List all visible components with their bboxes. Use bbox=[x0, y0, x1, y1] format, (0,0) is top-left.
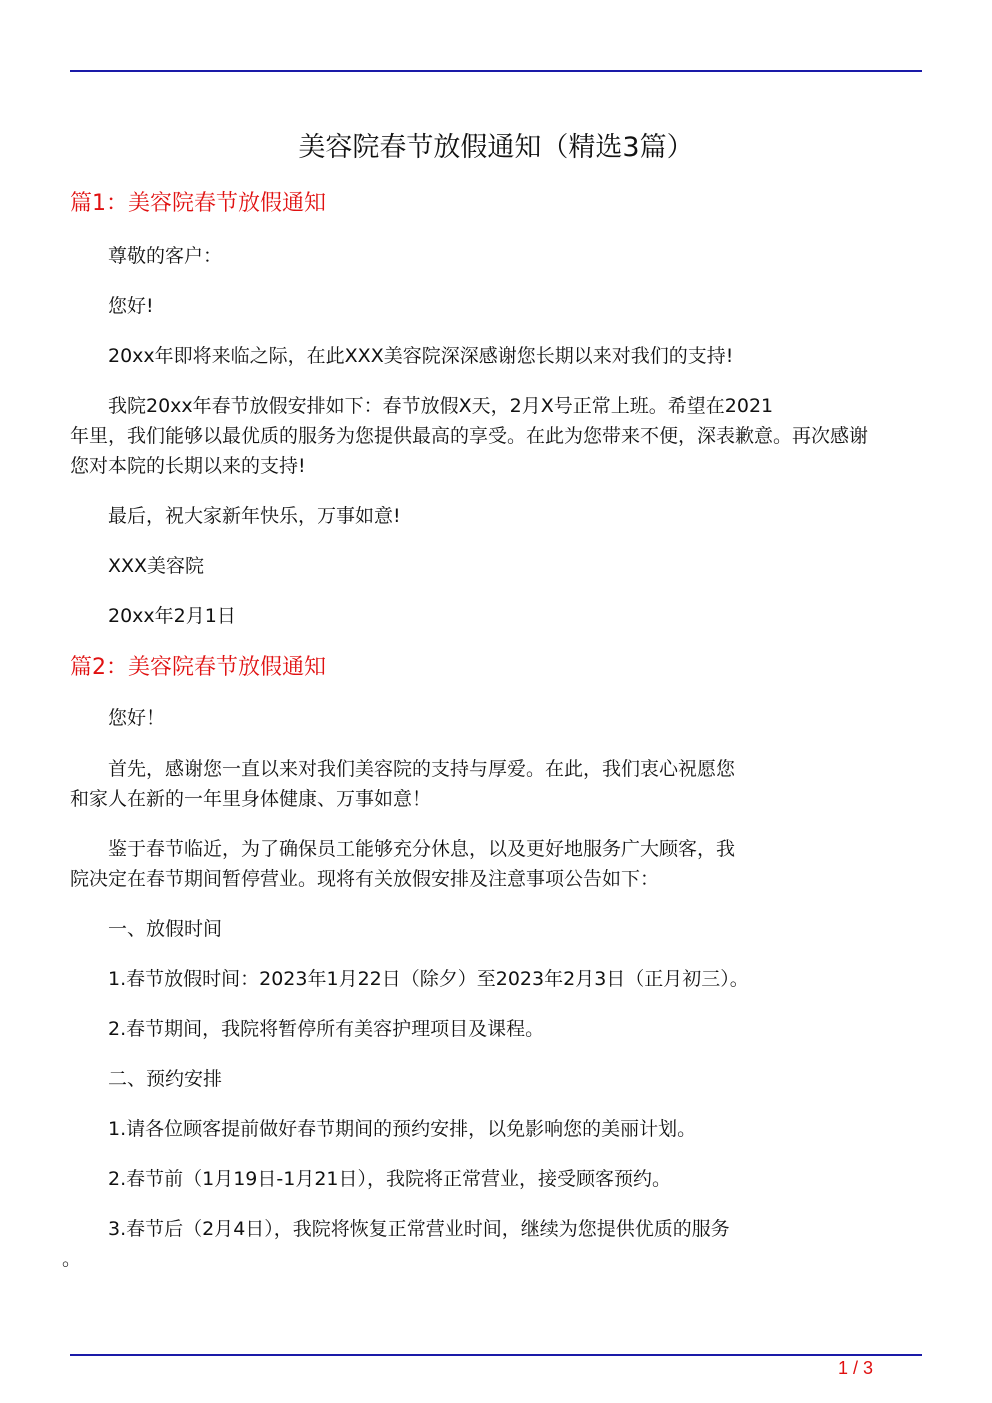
paragraph-line: 和家人在新的一年里身体健康、万事如意！ bbox=[70, 788, 432, 810]
paragraph-line: 1.春节放假时间：2023年1月22日（除夕）至2023年2月3日（正月初三）。 bbox=[108, 968, 749, 990]
subheading-line: 一、放假时间 bbox=[108, 918, 223, 940]
date-line: 20xx年2月1日 bbox=[108, 605, 236, 627]
subheading-line: 二、预约安排 bbox=[108, 1068, 223, 1090]
paragraph-line: 2.春节期间，我院将暂停所有美容护理项目及课程。 bbox=[108, 1018, 545, 1040]
document-title: 美容院春节放假通知（精选3篇） bbox=[298, 132, 694, 163]
paragraph-line: 2.春节前（1月19日-1月21日），我院将正常营业，接受顾客预约。 bbox=[108, 1168, 672, 1190]
signature-line: XXX美容院 bbox=[108, 555, 205, 577]
paragraph-line: 1.请各位顾客提前做好春节期间的预约安排，以免影响您的美丽计划。 bbox=[108, 1118, 697, 1140]
section-heading-1: 篇1：美容院春节放假通知 bbox=[70, 191, 326, 216]
section-heading-2: 篇2：美容院春节放假通知 bbox=[70, 655, 326, 680]
paragraph-line: 您对本院的长期以来的支持! bbox=[70, 455, 306, 477]
paragraph-line: 最后，祝大家新年快乐，万事如意! bbox=[108, 505, 401, 527]
paragraph-line: 鉴于春节临近，为了确保员工能够充分休息，以及更好地服务广大顾客，我 bbox=[108, 838, 736, 860]
paragraph-line: 院决定在春节期间暂停营业。现将有关放假安排及注意事项公告如下： bbox=[70, 868, 660, 890]
paragraph-line: 首先，感谢您一直以来对我们美容院的支持与厚爱。在此，我们衷心祝愿您 bbox=[108, 758, 736, 780]
paragraph-line: 我院20xx年春节放假安排如下：春节放假X天，2月X号正常上班。希望在2021 bbox=[108, 395, 774, 417]
footer-rule bbox=[70, 1354, 922, 1356]
paragraph-line: 3.春节后（2月4日），我院将恢复正常营业时间，继续为您提供优质的服务 bbox=[108, 1218, 730, 1240]
header-rule bbox=[70, 70, 922, 72]
page-number: 1 / 3 bbox=[838, 1358, 874, 1378]
paragraph-line: 年里，我们能够以最优质的服务为您提供最高的享受。在此为您带来不便，深表歉意。再次感谢 bbox=[70, 425, 869, 447]
paragraph-line: 。 bbox=[62, 1248, 82, 1270]
paragraph-line: 20xx年即将来临之际，在此XXX美容院深深感谢您长期以来对我们的支持! bbox=[108, 345, 734, 367]
paragraph-line: 您好！ bbox=[108, 707, 166, 729]
paragraph-line: 您好! bbox=[108, 295, 154, 317]
paragraph-line: 尊敬的客户： bbox=[108, 245, 223, 267]
